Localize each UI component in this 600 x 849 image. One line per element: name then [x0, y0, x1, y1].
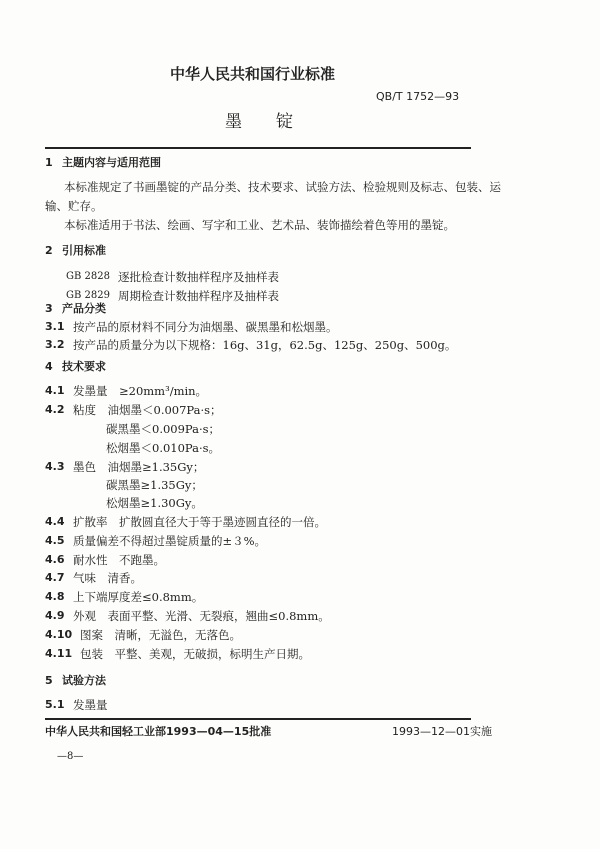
clause-text: 按产品的质量分为以下规格：16g、31g，62.5g、125g、250g、500g。 — [73, 338, 457, 352]
title-divider — [45, 147, 471, 149]
effective-date: 1993—12—01实施 — [392, 725, 492, 738]
clause-text: 扩散率 扩散圆直径大于等于墨迹圆直径的一倍。 — [73, 515, 326, 529]
reference-code: GB 2829 — [66, 290, 110, 301]
section-3-number: 3 — [45, 302, 53, 315]
clause-text: 图案 清晰，无溢色，无落色。 — [80, 628, 241, 642]
clause-number: 3.2 — [45, 338, 65, 351]
section-1-para-1a: 本标准规定了书画墨锭的产品分类、技术要求、试验方法、检验规则及标志、包装、运 — [64, 180, 501, 194]
section-1-para-1b: 输、贮存。 — [45, 199, 103, 213]
clause-text: 碳黑墨＜0.009Pa·s； — [106, 422, 221, 436]
standard-code: QB/T 1752—93 — [376, 90, 460, 103]
clause-number: 4.10 — [45, 628, 73, 641]
clause-number: 4.8 — [45, 590, 65, 603]
clause-number: 4.6 — [45, 553, 65, 566]
section-5-title: 试验方法 — [62, 674, 106, 687]
approval-note: 中华人民共和国轻工业部1993—04—15批准 — [45, 725, 272, 738]
section-1-para-2: 本标准适用于书法、绘画、写字和工业、艺术品、装饰描绘着色等用的墨锭。 — [64, 218, 455, 232]
clause-number: 3.1 — [45, 320, 65, 333]
section-4-title: 技术要求 — [62, 360, 106, 373]
clause-text: 松烟墨＜0.010Pa·s。 — [106, 441, 221, 455]
clause-number: 4.9 — [45, 609, 65, 622]
doc-title-char-2: 锭 — [276, 112, 293, 132]
doc-title-char-1: 墨 — [225, 112, 242, 132]
clause-text: 按产品的原材料不同分为油烟墨、碳黑墨和松烟墨。 — [73, 320, 338, 334]
org-title: 中华人民共和国行业标准 — [170, 65, 336, 83]
clause-text: 质量偏差不得超过墨锭质量的±３%。 — [73, 534, 267, 548]
clause-text: 外观 表面平整、光滑、无裂痕，翘曲≤0.8mm。 — [73, 609, 330, 623]
clause-text: 发墨量 ≥20mm³/min。 — [73, 384, 208, 398]
footer-divider — [45, 718, 471, 720]
reference-code: GB 2828 — [66, 271, 110, 282]
clause-number: 4.11 — [45, 647, 73, 660]
section-2-number: 2 — [45, 244, 53, 257]
clause-text: 墨色 油烟墨≥1.35Gy； — [73, 460, 205, 474]
clause-number: 4.5 — [45, 534, 65, 547]
clause-text: 发墨量 — [73, 698, 108, 712]
clause-number: 4.4 — [45, 515, 65, 528]
clause-text: 上下端厚度差≤0.8mm。 — [73, 590, 204, 604]
section-1-title: 主题内容与适用范围 — [62, 156, 161, 169]
section-1-number: 1 — [45, 156, 53, 169]
clause-number: 5.1 — [45, 698, 65, 711]
section-5-number: 5 — [45, 674, 53, 687]
clause-number: 4.3 — [45, 460, 65, 473]
section-3-title: 产品分类 — [62, 302, 106, 315]
clause-text: 包装 平整、美观，无破损，标明生产日期。 — [80, 647, 310, 661]
clause-text: 耐水性 不跑墨。 — [73, 553, 165, 567]
clause-text: 松烟墨≥1.30Gy。 — [106, 496, 203, 510]
clause-text: 碳黑墨≥1.35Gy； — [106, 478, 203, 492]
page-number: —8— — [57, 751, 84, 762]
section-2-title: 引用标准 — [62, 244, 106, 257]
reference-title: 逐批检查计数抽样程序及抽样表 — [118, 270, 279, 284]
reference-title: 周期检查计数抽样程序及抽样表 — [118, 289, 279, 303]
clause-text: 气味 清香。 — [73, 571, 142, 585]
section-4-number: 4 — [45, 360, 53, 373]
clause-number: 4.7 — [45, 571, 65, 584]
clause-number: 4.2 — [45, 403, 65, 416]
clause-number: 4.1 — [45, 384, 65, 397]
clause-text: 粘度 油烟墨＜0.007Pa·s； — [73, 403, 222, 417]
